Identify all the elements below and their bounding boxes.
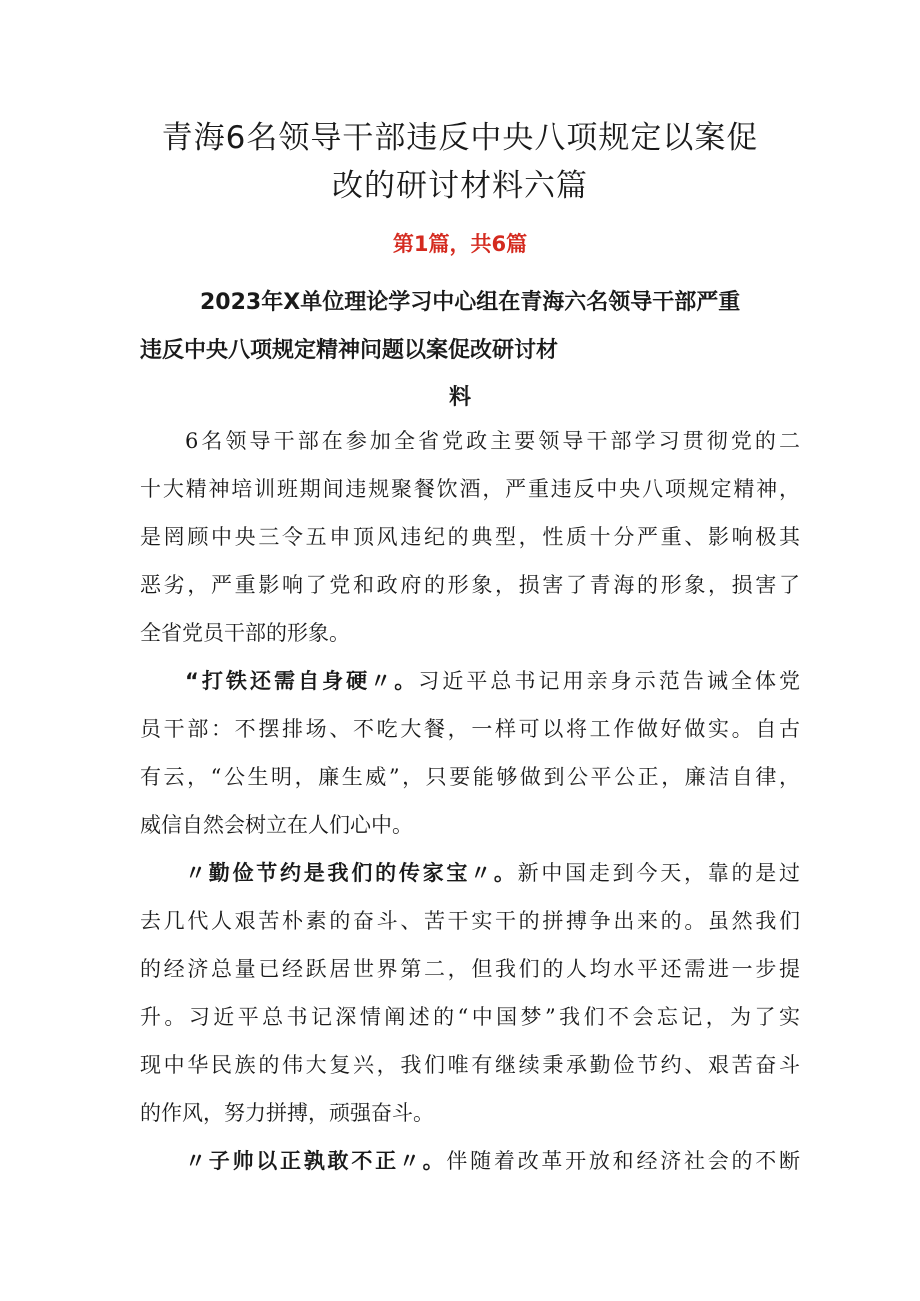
paragraph-4-text: 伴随着改革开放和经济社会的不断 — [446, 1149, 800, 1173]
paragraph-3-first-line — [185, 857, 800, 887]
paragraph-3-lead: 〃勤俭节约是我们的传家宝〃。 — [185, 861, 518, 885]
paragraph-4-first-line — [185, 1145, 800, 1175]
paragraph-1-line: 恶劣，严重影响了党和政府的形象，损害了青海的形象，损害了 — [140, 573, 800, 597]
paragraph-1-line: 十大精神培训班期间违规聚餐饮酒，严重违反中央八项规定精神， — [140, 477, 800, 501]
part-indicator: 第1篇，共6篇 — [392, 232, 528, 256]
section-heading-line-2: 违反中央八项规定精神问题以案促改研讨材 — [140, 338, 559, 363]
paragraph-2-line: 员干部：不摆排场、不吃大餐，一样可以将工作做好做实。自古 — [140, 717, 800, 741]
document-title-line-1: 青海6名领导干部违反中央八项规定以案促 — [161, 120, 759, 156]
paragraph-4-lead: 〃子帅以正孰敢不正〃。 — [185, 1149, 447, 1173]
paragraph-3-line: 现中华民族的伟大复兴，我们唯有继续秉承勤俭节约、艰苦奋斗 — [140, 1053, 800, 1077]
paragraph-3-line: 升。习近平总书记深情阐述的“中国梦”我们不会忘记，为了实 — [140, 1005, 800, 1029]
paragraph-1-line: 6名领导干部在参加全省党政主要领导干部学习贯彻党的二 — [185, 429, 800, 453]
section-heading-line-1: 2023年X单位理论学习中心组在青海六名领导干部严重 — [200, 290, 741, 315]
paragraph-3-line: 去几代人艰苦朴素的奋斗、苦干实干的拼搏争出来的。虽然我们 — [140, 909, 800, 933]
paragraph-1-line: 全省党员干部的形象。 — [140, 621, 350, 645]
paragraph-2-lead: “打铁还需自身硬〃。 — [185, 669, 419, 693]
paragraph-3-text: 新中国走到今天，靠的是过 — [517, 861, 800, 885]
paragraph-3-line: 的作风，努力拼搏，顽强奋斗。 — [140, 1101, 434, 1125]
paragraph-2-first-line — [185, 665, 800, 695]
paragraph-3-line: 的经济总量已经跃居世界第二，但我们的人均水平还需进一步提 — [140, 957, 800, 981]
paragraph-2-line: 有云，“公生明，廉生威”，只要能够做到公平公正，廉洁自律， — [140, 765, 800, 789]
paragraph-2-text: 习近平总书记用亲身示范告诫全体党 — [418, 669, 800, 693]
paragraph-1-line: 是罔顾中央三令五申顶风违纪的典型，性质十分严重、影响极其 — [140, 525, 800, 549]
paragraph-2-line: 威信自然会树立在人们心中。 — [140, 813, 413, 837]
section-heading-line-3: 料 — [448, 385, 471, 410]
document-title-line-2: 改的研讨材料六篇 — [332, 168, 588, 204]
